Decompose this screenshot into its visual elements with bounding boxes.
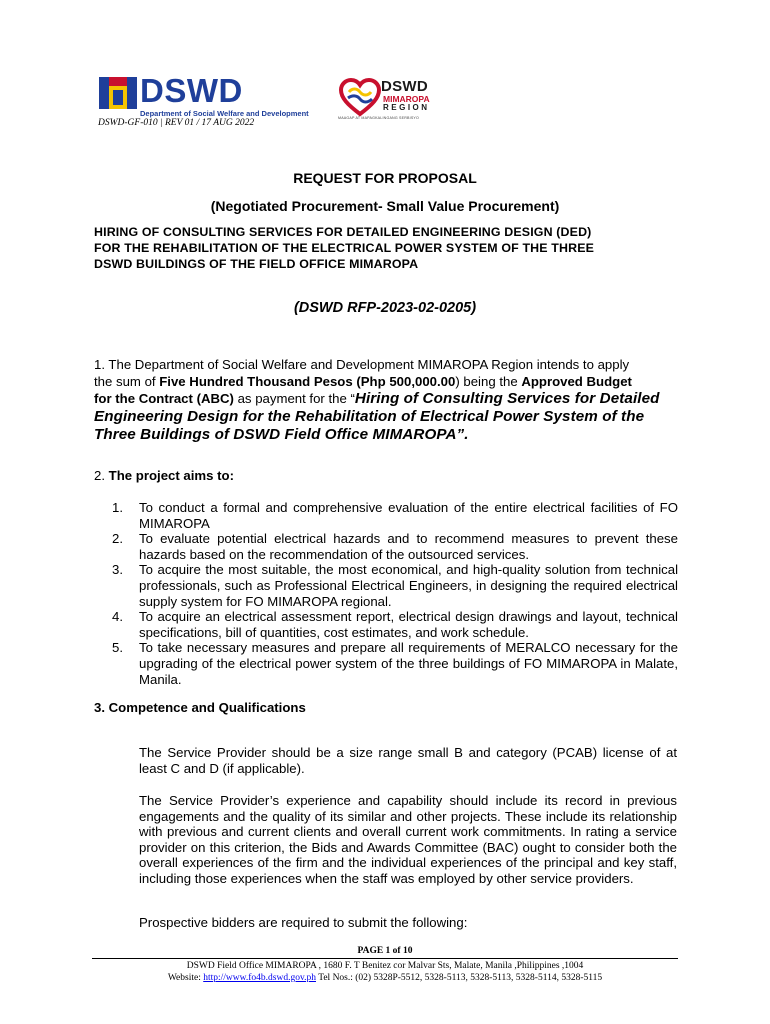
heart-logo-icon [338,78,382,118]
form-code: DSWD-GF-010 | REV 01 / 17 AUG 2022 [98,118,255,128]
qualification-paragraph: The Service Provider should be a size range small B and category (PCAB) license of at least C and D (if applicable). [139,745,677,776]
subject-line: DSWD BUILDINGS OF THE FIELD OFFICE MIMAROPA [94,257,419,271]
paragraph-1 [94,356,678,444]
project-title-line: Engineering Design for the Rehabilitation of Electrical Power System of the [94,408,645,425]
dswd-emblem-icon [98,76,138,110]
subject-heading [94,224,676,272]
dswd-logo-word: DSWD [140,72,243,109]
subject-line: FOR THE REHABILITATION OF THE ELECTRICAL POWER SYSTEM OF THE THREE [94,241,595,255]
rfp-reference: (DSWD RFP-2023-02-0205) [293,300,477,316]
qualification-paragraph: The Service Provider’s experience and capability should include its record in previous engagements and the quality of its similar and other projects. These include its relationship with previous and current clients and overall current work commitments. In rating a service provider on this criterion, the Bids and Awards Committee (BAC) ought to consider both the overall experiences of the firm and the individual experiences of the principal and key staff, including those experiences when the staff was employed by other service providers. [139,793,677,886]
document-subtitle: (Negotiated Procurement- Small Value Procurement) [210,198,560,214]
footer-divider [92,958,678,959]
budget-amount: Five Hundred Thousand Pesos (Php 500,000.00 [159,374,456,389]
project-title-line: Three Buildings of DSWD Field Office MIMAROPA”. [94,426,469,443]
mimaropa-logo-sub: MIMAROPA [383,94,430,104]
section-3-heading: 3. Competence and Qualifications [94,700,306,715]
paragraph-1-line: 1. The Department of Social Welfare and Development MIMAROPA Region intends to apply [94,357,630,372]
footer-address: DSWD Field Office MIMAROPA , 1680 F. T Benitez cor Malvar Sts, Malate, Manila ,Philippines ,1004 [186,961,584,971]
list-item: 4. To acquire an electrical assessment report, electrical design drawings and layout, technical specifications, bill of quantities, cost estimates, and work schedule. [112,609,678,640]
paragraph-1-line: for the Contract (ABC) as payment for the “Hiring of Consulting Services for Detailed [94,390,660,407]
qualification-paragraph: Prospective bidders are required to submit the following: [139,915,468,930]
mimaropa-logo-word: DSWD [381,78,429,95]
list-item: 3. To acquire the most suitable, the most economical, and high-quality solution from technical professionals, such as Professional Electrical Engineers, in designing the required electrical supply system for FO MIMAROPA regional. [112,562,678,609]
dswd-logo [98,72,309,120]
dswd-logo-subtitle: Department of Social Welfare and Development [140,109,309,118]
paragraph-1-line: the sum of Five Hundred Thousand Pesos (Php 500,000.00) being the Approved Budget [94,374,632,389]
mimaropa-logo-tagline: MAAGAP AT MAPAGKALINGANG SERBISYO [338,116,420,120]
abc-label: Approved Budget [521,374,632,389]
footer-contact: Website: http://www.fo4b.dswd.gov.ph Tel Nos.: (02) 5328P-5512, 5328-5113, 5328-5113, 5328-5114, 5328-5115 [167,973,603,983]
list-item: 1. To conduct a formal and comprehensive evaluation of the entire electrical facilities of FO MIMAROPA [112,500,678,531]
list-item: 2. To evaluate potential electrical hazards and to recommend measures to prevent these hazards based on the recommendation of the outsourced services. [112,531,678,562]
subject-line: HIRING OF CONSULTING SERVICES FOR DETAILED ENGINEERING DESIGN (DED) [94,225,592,239]
mimaropa-logo-region: REGION [383,103,430,112]
website-link[interactable]: http://www.fo4b.dswd.gov.ph [203,973,316,983]
project-title: Hiring of Consulting Services for Detailed [354,390,660,407]
section-2-heading: 2. The project aims to: [94,468,234,483]
page-number: PAGE 1 of 10 [357,946,413,956]
aims-list [112,500,678,687]
list-item: 5. To take necessary measures and prepare all requirements of MERALCO necessary for the upgrading of the electrical power system of the three buildings of FO MIMAROPA in Malate, Manila. [112,640,678,687]
dswd-mimaropa-logo [338,78,448,122]
document-title: REQUEST FOR PROPOSAL [293,170,477,186]
